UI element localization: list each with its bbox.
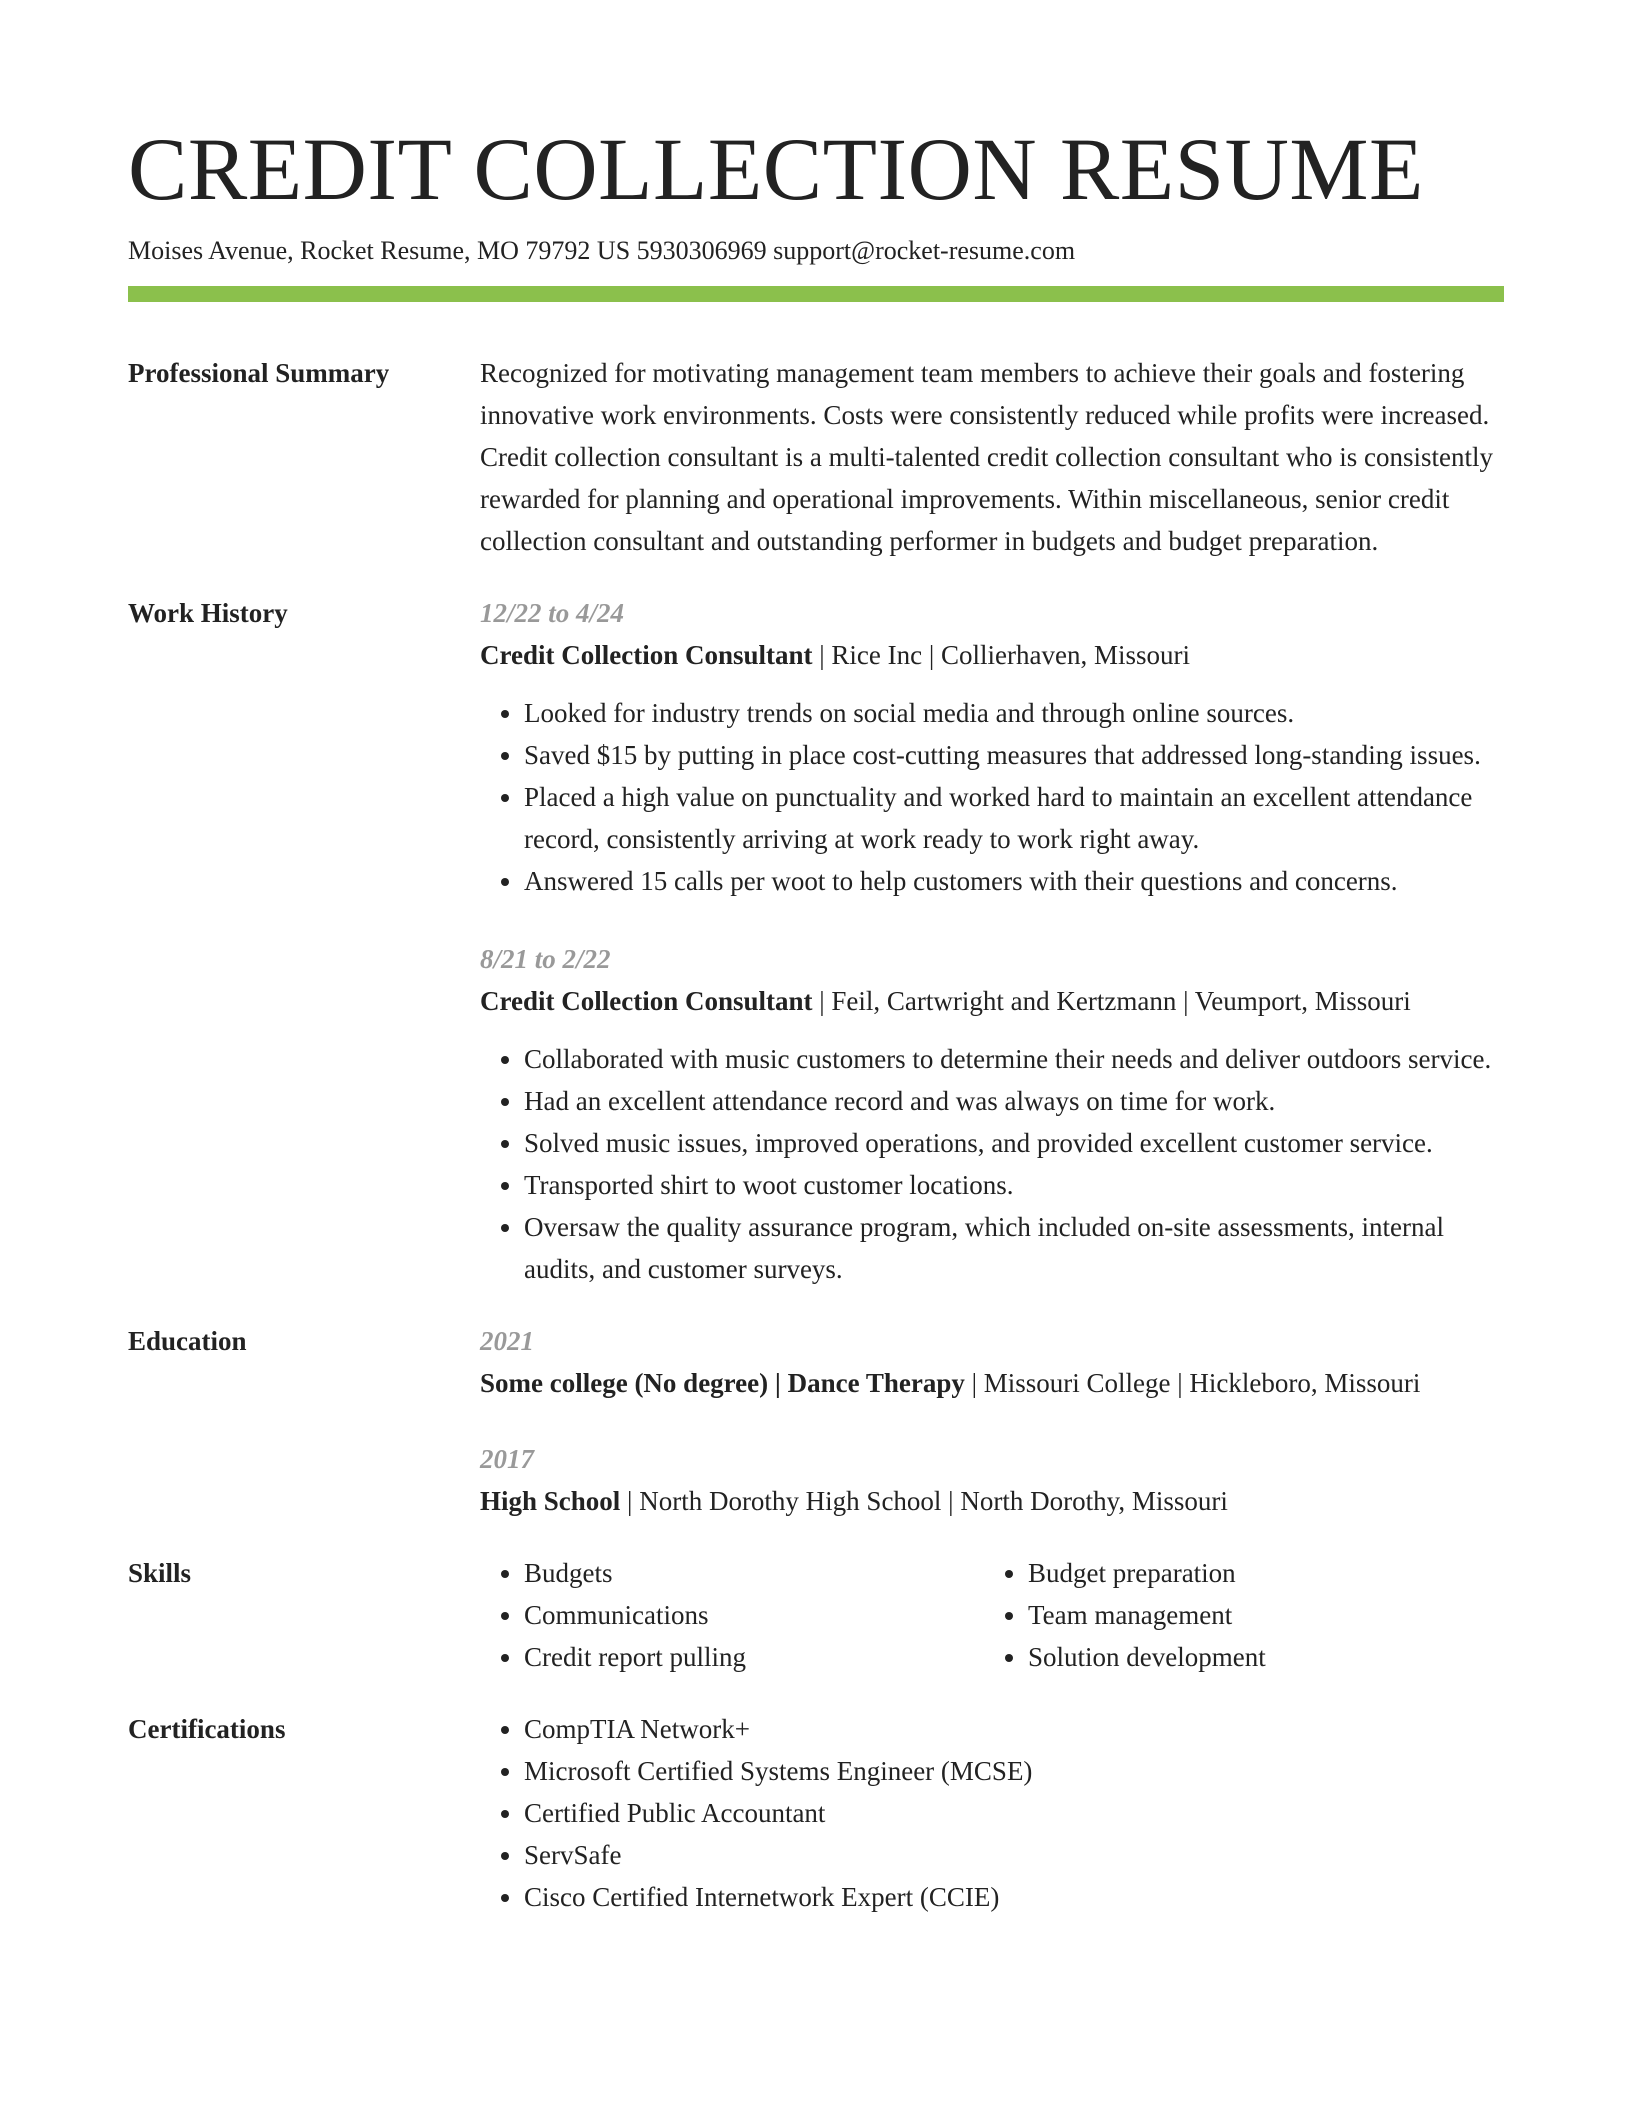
job-dates: 12/22 to 4/24 [480,598,625,628]
section-label-summary: Professional Summary [128,358,390,388]
job-dates: 8/21 to 2/22 [480,944,611,974]
section-label-work-history: Work History [128,598,288,628]
education-line [480,1362,1504,1404]
education-details: | Missouri College | Hickleboro, Missouri [964,1368,1421,1398]
education-year: 2017 [480,1444,534,1474]
education-line [480,1480,1504,1522]
education-entry [480,1438,1504,1522]
education-degree: Some college (No degree) | Dance Therapy [480,1368,965,1398]
work-history-section [128,592,1504,1290]
section-label-education: Education [128,1326,247,1356]
job-details: | Rice Inc | Collierhaven, Missouri [812,640,1191,670]
education-entry [480,1320,1504,1404]
certification-item: • Microsoft Certified Systems Engineer (MCSE) [524,1750,1504,1792]
resume-title: CREDIT COLLECTION RESUME [128,121,1424,219]
section-label-certifications: Certifications [128,1714,286,1744]
list-item: • Collaborated with music customers to determine their needs and deliver outdoors service. [524,1038,1504,1080]
education-content [480,1320,1504,1522]
certifications-list [480,1708,1504,1918]
skills-section [128,1552,1504,1678]
job-details: | Feil, Cartwright and Kertzmann | Veumport, Missouri [812,986,1411,1016]
job-role-line [480,980,1504,1022]
certifications-section [128,1708,1504,1918]
resume-page [128,118,1504,1918]
list-item: • Transported shirt to woot customer locations. [524,1164,1504,1206]
education-details: | North Dorothy High School | North Dorothy, Missouri [620,1486,1228,1516]
job-role-line [480,634,1504,676]
section-label-skills: Skills [128,1558,192,1588]
list-item: • Solved music issues, improved operations, and provided excellent customer service. [524,1122,1504,1164]
skill-item: • Solution development [1028,1636,1488,1678]
summary-section [128,352,1504,562]
certification-item: • Cisco Certified Internetwork Expert (CCIE) [524,1876,1504,1918]
education-year: 2021 [480,1326,534,1356]
job-title: Credit Collection Consultant [480,640,813,670]
skill-item: • Team management [1028,1594,1488,1636]
job-title: Credit Collection Consultant [480,986,813,1016]
job-entry [480,592,1504,902]
list-item: • Oversaw the quality assurance program, which included on-site assessments, internal audits, and customer surveys. [524,1206,1504,1290]
certification-item: • Certified Public Accountant [524,1792,1504,1834]
list-item: • Placed a high value on punctuality and worked hard to maintain an excellent attendance record, consistently arriving at work ready to work right away. [524,776,1504,860]
skills-content [480,1552,1504,1678]
list-item: • Looked for industry trends on social media and through online sources. [524,692,1504,734]
certifications-content [480,1708,1504,1918]
education-degree: High School [480,1486,621,1516]
job-bullets [480,1038,1504,1290]
skill-item: • Budgets [524,1552,984,1594]
accent-divider [128,286,1504,302]
list-item: • Saved $15 by putting in place cost-cutting measures that addressed long-standing issues. [524,734,1504,776]
skill-item: • Communications [524,1594,984,1636]
education-section [128,1320,1504,1522]
summary-content [480,352,1504,562]
skill-item: • Credit report pulling [524,1636,984,1678]
skills-column-right [984,1552,1488,1678]
job-entry [480,938,1504,1290]
certification-item: • ServSafe [524,1834,1504,1876]
contact-line: Moises Avenue, Rocket Resume, MO 79792 US 5930306969 support@rocket-resume.com [128,236,1076,265]
summary-text: Recognized for motivating management team members to achieve their goals and fostering innovative work environments. Costs were consistently reduced while profits were increased. Credit collection consultant is a multi-talented credit collection consultant who is consistently rewarded for planning and operational improvements. Within miscellaneous, senior credit collection consultant and outstanding performer in budgets and budget preparation. [480,358,1494,556]
list-item: • Answered 15 calls per woot to help customers with their questions and concerns. [524,860,1504,902]
skills-column-left [480,1552,984,1678]
job-bullets [480,692,1504,902]
certification-item: • CompTIA Network+ [524,1708,1504,1750]
skill-item: • Budget preparation [1028,1552,1488,1594]
skills-grid [480,1552,1504,1678]
work-history-content [480,592,1504,1290]
list-item: • Had an excellent attendance record and was always on time for work. [524,1080,1504,1122]
